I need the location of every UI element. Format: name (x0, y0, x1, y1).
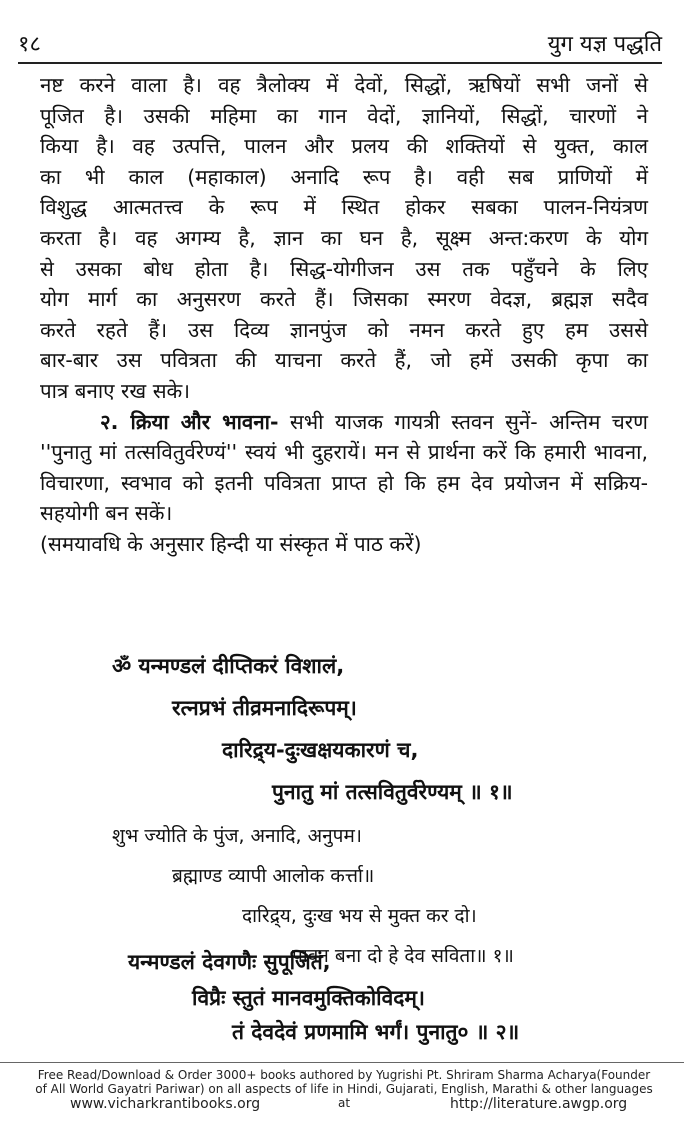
text-line: बार-बार उस पवित्रता की याचना करते हैं, जो हमें उसकी कृपा का (40, 348, 648, 373)
text-line: किया है। वह उत्पत्ति, पालन और प्रलय की शक्तियों से युक्त, काल (40, 134, 648, 159)
verse-line-3: दारिद्र्य-दुःखक्षयकारणं च, (222, 738, 419, 762)
page-body (40, 70, 648, 560)
section-note: (समयावधि के अनुसार हिन्दी या संस्कृत में पाठ करें) (40, 531, 422, 556)
verse-line-2: रत्नप्रभं तीव्रमनादिरूपम्। (172, 696, 357, 720)
text-line: नष्ट करने वाला है। वह त्रैलोक्य में देवों, सिद्धों, ऋषियों सभी जनों से (40, 73, 648, 97)
page-number: १८ (18, 32, 41, 57)
header-rule (18, 62, 662, 64)
page-header (18, 22, 662, 62)
verse-line-4: पुनातु मां तत्सवितुर्वरेण्यम् ॥ १॥ (272, 780, 513, 804)
text-line: से उसका बोध होता है। सिद्ध-योगीजन उस तक पहुँचने के लिए (40, 256, 648, 281)
verse-line-8: पावन बना दो हे देव सविता॥ १॥ (292, 945, 514, 967)
footer-url-right[interactable]: http://literature.awgp.org (450, 1096, 628, 1112)
text-line: पूजित है। उसकी महिमा का गान वेदों, ज्ञानियों, सिद्धों, चारणों ने (40, 103, 648, 128)
footer-url-left[interactable]: www.vicharkrantibooks.org (70, 1096, 261, 1112)
section-2 (40, 407, 648, 529)
verse-line-9: यन्मण्डलं देवगणैः सुपूजितं, (128, 950, 331, 974)
verse-line-5: शुभ ज्योति के पुंज, अनादि, अनुपम। (112, 825, 363, 847)
section-text: सभी याजक गायत्री स्तवन सुनें- अन्तिम चरण ''पुनातु मां तत्सवितुर्वरेण्यं'' स्वयं भी दुहरायें। मन से प्रार्थना करें कि हमारी भावना, विचारणा, स्वभाव को इतनी पवित्रता प्राप्त हो कि हम देव प्रयोजन में सक्रिय-सहयोगी बन सकें। (40, 409, 648, 526)
verse-line-7: दारिद्र्य, दुःख भय से मुक्त कर दो। (242, 905, 477, 927)
text-line: पात्र बनाए रख सके। (40, 378, 191, 403)
footer-rule (0, 1062, 684, 1063)
text-line: का भी काल (महाकाल) अनादि रूप है। वही सब प्राणियों में (40, 164, 648, 189)
text-line: करता है। वह अगम्य है, ज्ञान का घन है, सूक्ष्म अन्त:करण के योग (40, 225, 648, 250)
text-line: विशुद्ध आत्मतत्त्व के रूप में स्थित होकर सबका पालन-नियंत्रण (40, 195, 648, 220)
section-heading: २. क्रिया और भावना- (100, 409, 279, 434)
verse-line-10: विप्रैः स्तुतं मानवमुक्तिकोविदम्। (192, 986, 425, 1010)
footer-notice: Free Read/Download & Order 3000+ books authored by Yugrishi Pt. Shriram Sharma Acharya(Founder of All World Gayatri Pariwar) on all aspects of life in Hindi, Gujarati, English, Marathi & other languages at (35, 1068, 653, 1110)
text-line: करते रहते हैं। उस दिव्य ज्ञानपुंज को नमन करते हुए हम उससे (40, 317, 648, 342)
paragraph-1 (40, 70, 648, 407)
verse-line-1: ॐ यन्मण्डलं दीप्तिकरं विशालं, (112, 654, 345, 678)
verse-line-6: ब्रह्माण्ड व्यापी आलोक कर्त्ता॥ (172, 865, 375, 887)
book-title: युग यज्ञ पद्धति (547, 32, 662, 57)
verse-line-11: तं देवदेवं प्रणमामि भर्गं। पुनातु० ॥ २॥ (232, 1020, 520, 1044)
text-line: योग मार्ग का अनुसरण करते हैं। जिसका स्मरण वेदज्ञ, ब्रह्मज्ञ सदैव (40, 287, 648, 312)
